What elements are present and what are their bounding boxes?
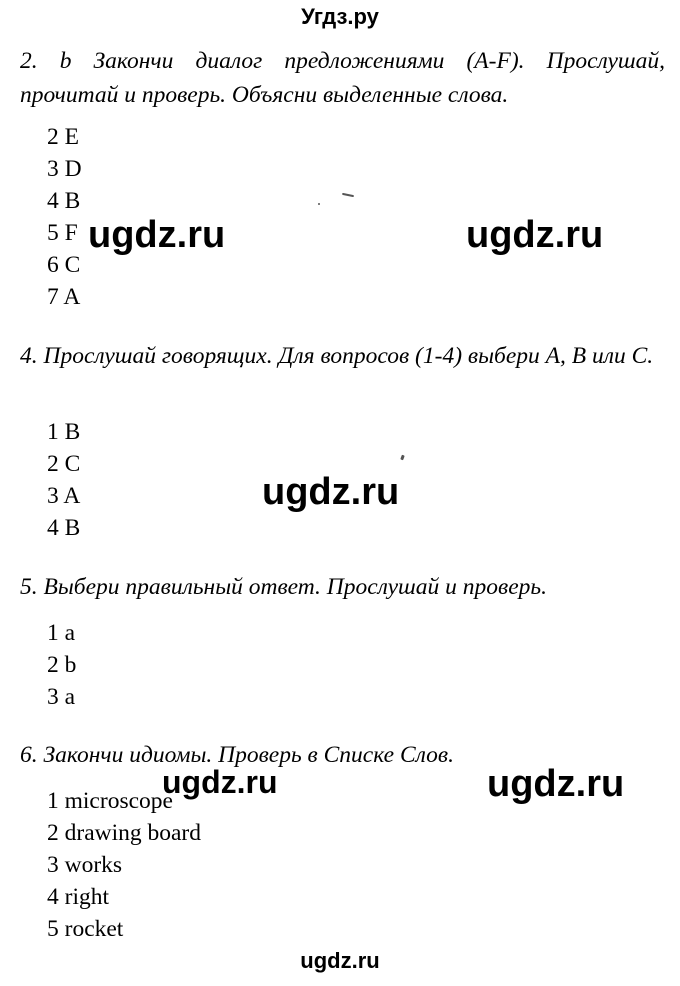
task-4-instruction: 4. Прослушай говорящих. Для вопросов (1-4) выбери A, B или C. xyxy=(20,343,654,369)
scan-speck xyxy=(342,193,354,197)
task-2b-instruction: 2. b Закончи диалог предложениями (A-F). Прослушай, прочитай и проверь. Объясни выделенные слова. xyxy=(20,48,665,108)
task-4-answer-4: 4 B xyxy=(47,515,81,541)
scan-speck xyxy=(400,455,405,461)
task-5-answer-1: 1 a xyxy=(47,620,76,646)
task-4-answer-3: 3 A xyxy=(47,483,81,509)
watermark: ugdz.ru xyxy=(466,214,604,256)
watermark: ugdz.ru xyxy=(88,214,226,256)
watermark: ugdz.ru xyxy=(262,471,400,513)
scan-speck xyxy=(318,203,320,205)
task-2b-answer-1: 2 E xyxy=(47,124,79,150)
task-6-answer-3: 3 works xyxy=(47,852,123,878)
task-5-answer-3: 3 a xyxy=(47,684,76,710)
task-6-instruction: 6. Закончи идиомы. Проверь в Списке Слов. xyxy=(20,742,454,768)
watermark: ugdz.ru xyxy=(487,763,625,805)
footer-site: ugdz.ru xyxy=(300,948,380,973)
task-2b-answer-6: 7 A xyxy=(47,284,81,310)
site-header: Угдз.ру xyxy=(301,4,379,29)
task-4-answer-1: 1 B xyxy=(47,419,81,445)
task-5-answer-2: 2 b xyxy=(47,652,77,678)
task-2b-answer-3: 4 B xyxy=(47,188,81,214)
task-6-answer-4: 4 right xyxy=(47,884,110,910)
task-5-instruction: 5. Выбери правильный ответ. Прослушай и проверь. xyxy=(20,574,547,600)
task-6-answer-2: 2 drawing board xyxy=(47,820,202,846)
task-4-answer-2: 2 C xyxy=(47,451,81,477)
task-6-answer-1: 1 microscope xyxy=(47,788,173,814)
task-2b-answer-4: 5 F xyxy=(47,220,78,246)
task-6-answer-5: 5 rocket xyxy=(47,916,124,942)
task-2b-answer-2: 3 D xyxy=(47,156,82,182)
task-2b-answer-5: 6 C xyxy=(47,252,81,278)
watermark: ugdz.ru xyxy=(162,764,278,800)
